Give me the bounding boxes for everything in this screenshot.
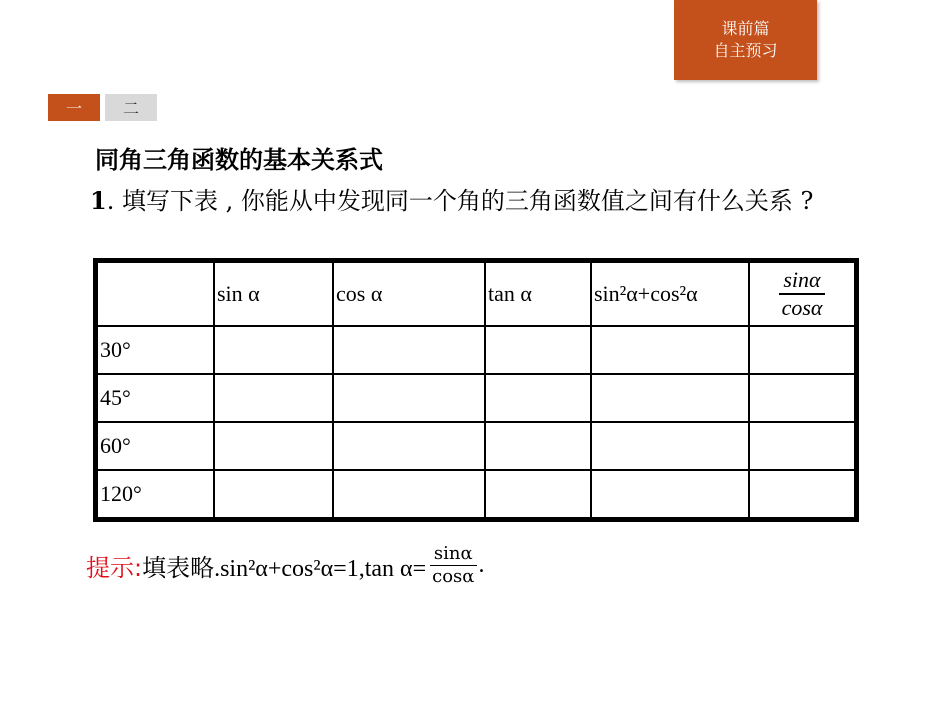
blank-cell[interactable]: [333, 422, 485, 470]
angle-cell: 60°: [96, 422, 215, 470]
question-1: [62, 180, 882, 222]
blank-cell[interactable]: [591, 374, 749, 422]
header-cell-sin: sin α: [214, 261, 333, 327]
blank-cell[interactable]: [749, 374, 857, 422]
header-cell-cos: cos α: [333, 261, 485, 327]
blank-cell[interactable]: [485, 374, 591, 422]
tab-two[interactable]: 二: [105, 94, 157, 121]
blank-cell[interactable]: [749, 422, 857, 470]
table-header-row: [96, 261, 857, 327]
blank-cell[interactable]: [485, 326, 591, 374]
hint-fraction-numerator: sinα: [430, 545, 477, 566]
hint-fraction-denominator: cosα: [432, 566, 475, 587]
hint-line: [86, 545, 484, 586]
section-tag-line2: 自主预习: [713, 41, 778, 60]
section-tag: [674, 0, 817, 80]
question-text: . 填写下表 , 你能从中发现同一个角的三角函数值之间有什么关系 ?: [106, 187, 814, 215]
tab-one[interactable]: 一: [48, 94, 100, 121]
hint-text: 填表略.sin²α+cos²α=1,tan α=: [142, 556, 427, 582]
hint-label: 提示:: [86, 554, 143, 582]
blank-cell[interactable]: [214, 326, 333, 374]
angle-cell: 120°: [96, 470, 215, 520]
ratio-numerator: sinα: [779, 269, 824, 295]
section-tag-line1: 课前篇: [721, 19, 770, 38]
value-table: [93, 258, 859, 522]
blank-cell[interactable]: [591, 326, 749, 374]
angle-cell: 45°: [96, 374, 215, 422]
blank-cell[interactable]: [485, 422, 591, 470]
question-number: 1: [90, 186, 107, 215]
hint-fraction: [428, 545, 478, 586]
blank-cell[interactable]: [485, 470, 591, 520]
table-row: [96, 326, 857, 374]
ratio-denominator: cosα: [781, 295, 823, 320]
header-cell-empty: [96, 261, 215, 327]
header-cell-tan: tan α: [485, 261, 591, 327]
ratio-fraction: [778, 269, 827, 319]
blank-cell[interactable]: [214, 422, 333, 470]
table-row: [96, 374, 857, 422]
blank-cell[interactable]: [333, 470, 485, 520]
blank-cell[interactable]: [749, 470, 857, 520]
table-row: [96, 422, 857, 470]
blank-cell[interactable]: [591, 470, 749, 520]
section-tabs: [48, 94, 162, 121]
blank-cell[interactable]: [749, 326, 857, 374]
angle-cell: 30°: [96, 326, 215, 374]
blank-cell[interactable]: [214, 374, 333, 422]
section-heading: 同角三角函数的基本关系式: [95, 146, 383, 174]
header-cell-sum-squares: sin²α+cos²α: [591, 261, 749, 327]
blank-cell[interactable]: [591, 422, 749, 470]
header-cell-ratio: [749, 261, 857, 327]
blank-cell[interactable]: [214, 470, 333, 520]
blank-cell[interactable]: [333, 326, 485, 374]
table-row: [96, 470, 857, 520]
hint-end: .: [478, 552, 485, 578]
blank-cell[interactable]: [333, 374, 485, 422]
